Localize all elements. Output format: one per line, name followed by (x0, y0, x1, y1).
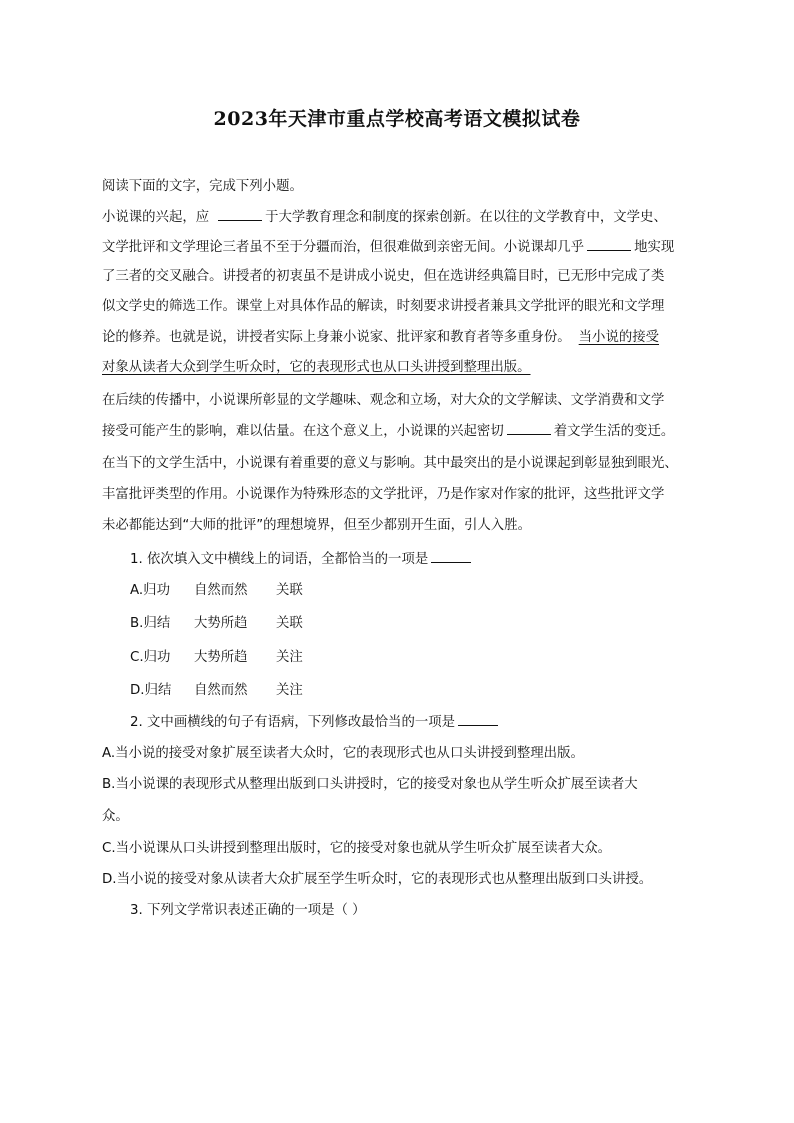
q2-option-b-cont: 众。 (102, 809, 129, 824)
blank-3 (507, 422, 551, 435)
passage-line: 丰富批评类型的作用。小说课作为特殊形态的文学批评，乃是作家对作家的批评，这些批评文学 (102, 487, 665, 502)
passage-line (102, 359, 531, 377)
page-title: 2023年天津市重点学校高考语文模拟试卷 (213, 108, 581, 130)
passage-line: 小说课的兴起，应 于大学教育理念和制度的探索创新。在以往的文学教育中，文学史、 (102, 210, 667, 225)
question-1-stem: 1. 依次填入文中横线上的词语，全都恰当的一项是 (130, 550, 474, 569)
question-3-stem: 3. 下列文学常识表述正确的一项是（ ） (130, 903, 366, 918)
blank-2 (587, 238, 631, 251)
passage-line: 未必都能达到“大师的批评”的理想境界，但至少都别开生面，引人入胜。 (102, 518, 531, 533)
question-2-stem: 2. 文中画横线的句子有语病，下列修改最恰当的一项是 (130, 713, 501, 732)
answer-blank (431, 550, 471, 563)
q2-option-b: B.当小说课的表现形式从整理出版到口头讲授时，它的接受对象也从学生听众扩展至读者大 (102, 777, 638, 792)
underlined-sentence: 当小说的接受 (578, 330, 660, 345)
answer-blank (458, 713, 498, 726)
q2-option-d: D.当小说的接受对象从读者大众扩展至学生听众时，它的表现形式也从整理出版到口头讲授。 (102, 872, 653, 887)
passage-line: 论的修养。也就是说，讲授者实际上身兼小说家、批评家和教育者等多重身份。 当小说的接受 (102, 330, 660, 345)
passage-line: 似文学史的筛选工作。课堂上对具体作品的解读，时刻要求讲授者兼具文学批评的眼光和文学理 (102, 299, 665, 314)
underlined-sentence: 对象从读者大众到学生听众时，它的表现形式也从口头讲授到整理出版。 (102, 360, 531, 375)
passage-line: 了三者的交叉融合。讲授者的初衷虽不是讲成小说史，但在选讲经典篇目时，已无形中完成了类 (102, 269, 665, 284)
passage-line: 在后续的传播中，小说课所彰显的文学趣味、观念和立场，对大众的文学解读、文学消费和文学 (102, 393, 665, 408)
q1-option-b: B.归结 大势所趋 关联 (130, 616, 303, 631)
instruction: 阅读下面的文字，完成下列小题。 (102, 179, 303, 194)
passage-line: 接受可能产生的影响，难以估量。在这个意义上，小说课的兴起密切 着文学生活的变迁。 (102, 424, 675, 439)
q1-option-c: C.归功 大势所趋 关注 (130, 650, 303, 665)
blank-1 (218, 208, 262, 221)
q1-option-a: A.归功 自然而然 关联 (130, 583, 303, 598)
passage-line: 在当下的文学生活中，小说课有着重要的意义与影响。其中最突出的是小说课起到彰显独到眼光、 (102, 456, 678, 471)
q1-option-d: D.归结 自然而然 关注 (130, 683, 303, 698)
passage-line: 文学批评和文学理论三者虽不至于分疆而治，但很难做到亲密无间。小说课却几乎 地实现 (102, 240, 675, 255)
q2-option-a: A.当小说的接受对象扩展至读者大众时，它的表现形式也从口头讲授到整理出版。 (102, 746, 584, 761)
q2-option-c: C.当小说课从口头讲授到整理出版时，它的接受对象也就从学生听众扩展至读者大众。 (102, 841, 612, 856)
